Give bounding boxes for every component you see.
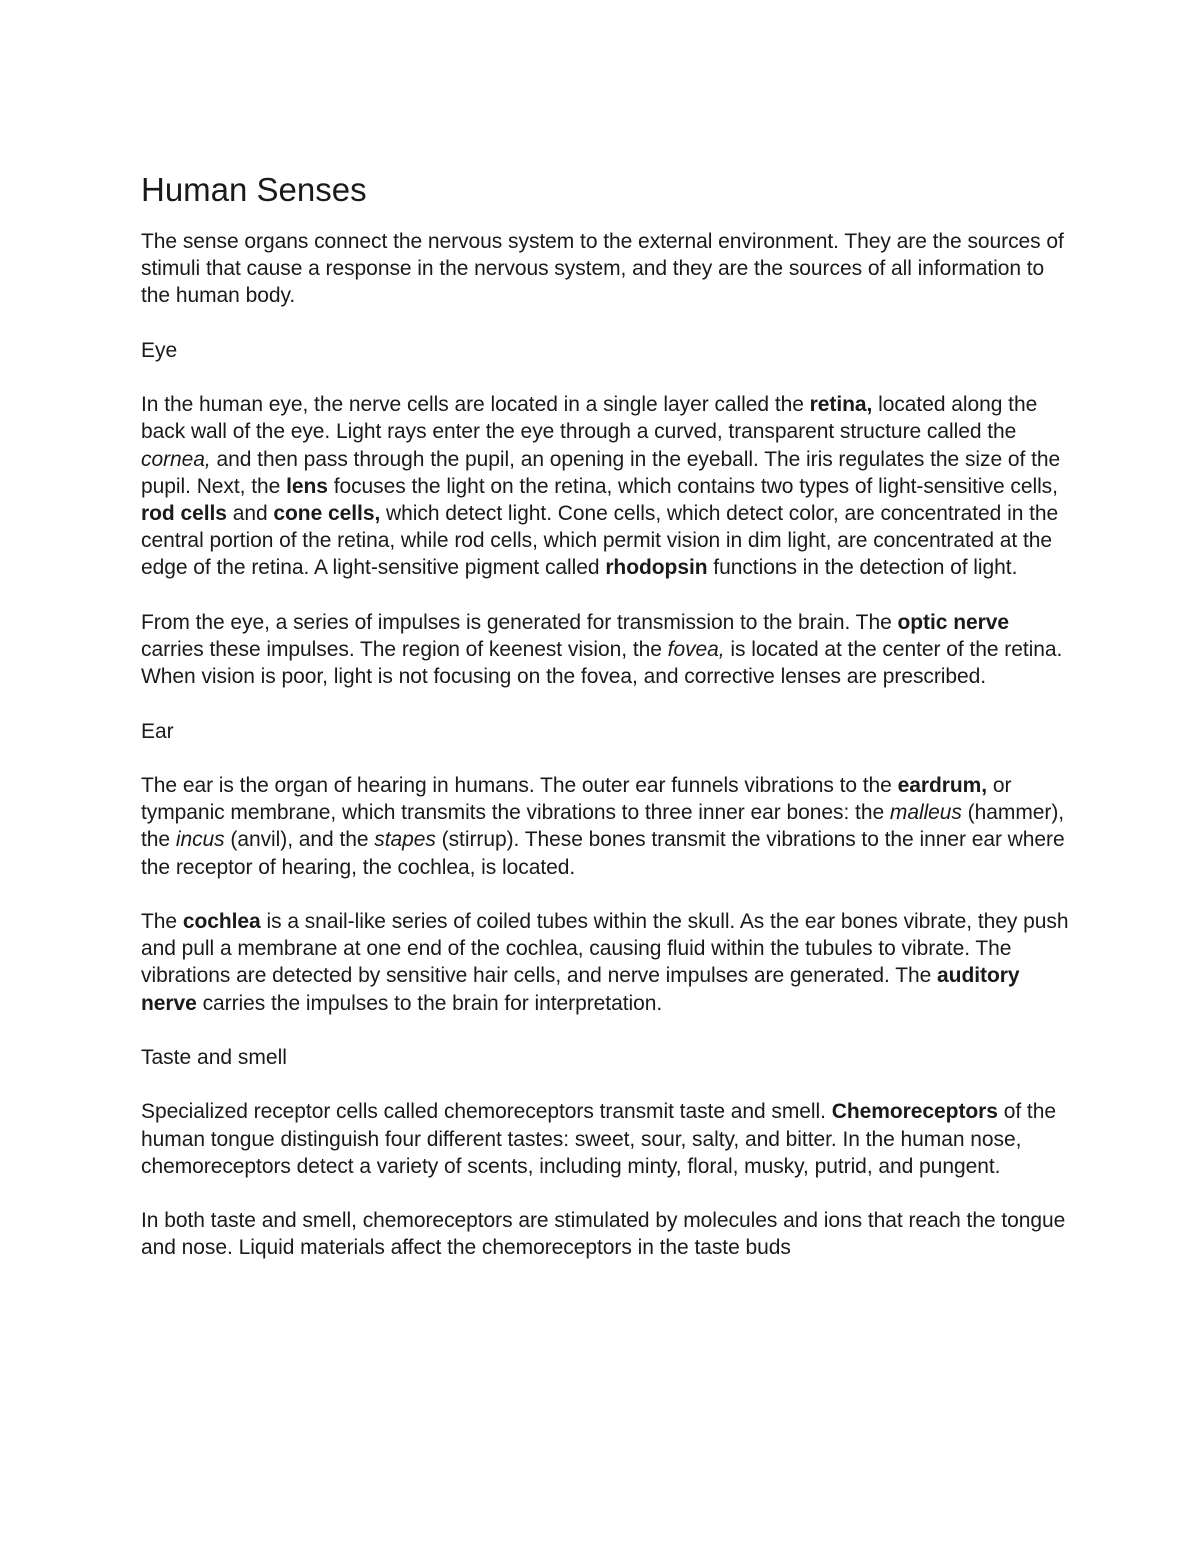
ear-paragraph-2 bbox=[141, 908, 1076, 1017]
bold-term: lens bbox=[286, 474, 328, 498]
italic-term: incus bbox=[175, 828, 225, 852]
bold-term: rhodopsin bbox=[605, 556, 708, 580]
section-heading-eye: Eye bbox=[141, 338, 178, 362]
text-run: is located at the center of the retina. When vision is poor, light is not focusing on the fovea, and corrective lenses are prescribed. bbox=[141, 638, 1063, 689]
text-run: (hammer), the bbox=[141, 801, 1065, 852]
text-run: functions in the detection of light. bbox=[707, 556, 1018, 580]
text-run: In both taste and smell, chemoreceptors are stimulated by molecules and ions that reach the tongue and nose. Liquid materials affect the chemoreceptors in the taste buds bbox=[141, 1209, 1066, 1260]
text-run: From the eye, a series of impulses is generated for transmission to the brain. The bbox=[141, 610, 898, 634]
ear-paragraph-1 bbox=[141, 772, 1076, 881]
text-run: (anvil), and the bbox=[224, 828, 375, 852]
bold-term: eardrum, bbox=[897, 773, 988, 797]
text-run: located along the back wall of the eye. Light rays enter the eye through a curved, transparent structure called the bbox=[141, 393, 1038, 444]
taste-smell-paragraph-2 bbox=[141, 1207, 1076, 1261]
section-heading-ear: Ear bbox=[141, 719, 174, 743]
intro-paragraph: The sense organs connect the nervous system to the external environment. They are the sources of stimuli that cause a response in the nervous system, and they are the sources of all information to the human body. bbox=[141, 230, 1064, 308]
bold-term: rod cells bbox=[141, 502, 227, 525]
text-run: carries the impulses to the brain for interpretation. bbox=[196, 991, 663, 1015]
text-run: or tympanic membrane, which transmits the vibrations to three inner ear bones: the bbox=[141, 773, 1012, 825]
text-run: focuses the light on the retina, which contains two types of light-sensitive cells, bbox=[327, 474, 1058, 498]
eye-paragraph-2 bbox=[141, 609, 1076, 691]
text-run: and bbox=[226, 502, 274, 525]
italic-term: cornea, bbox=[141, 447, 211, 471]
bold-term: retina, bbox=[809, 393, 873, 417]
text-run: which detect light. Cone cells, which detect color, are concentrated in the central portion of the retina, while rod cells, which permit vision in dim light, are concentrated at the edge of the retina. A light-sensitive pigment called bbox=[141, 502, 1059, 580]
bold-term: Chemoreceptors bbox=[831, 1100, 998, 1124]
text-run: is a snail-like series of coiled tubes within the skull. As the ear bones vibrate, they push and pull a membrane at one end of the cochlea, causing fluid within the tubules to vibrate. The vibrations are detected by sensitive hair cells, and nerve impulses are generated. The bbox=[141, 909, 1069, 988]
section-heading-taste-smell: Taste and smell bbox=[141, 1045, 287, 1069]
text-run: The ear is the organ of hearing in humans. The outer ear funnels vibrations to the bbox=[141, 773, 898, 797]
text-run: of the human tongue distinguish four different tastes: sweet, sour, salty, and bitter. In the human nose, chemoreceptors detect a variety of scents, including minty, floral, musky, putrid, and pungent. bbox=[141, 1100, 1056, 1178]
text-run: (stirrup). These bones transmit the vibrations to the inner ear where the receptor of hearing, the cochlea, is located. bbox=[141, 828, 1065, 879]
text-run: and then pass through the pupil, an opening in the eyeball. The iris regulates the size of the pupil. Next, the bbox=[141, 447, 1061, 498]
italic-term: fovea, bbox=[667, 638, 725, 661]
bold-term: optic nerve bbox=[897, 610, 1009, 634]
text-run: carries these impulses. The region of keenest vision, the bbox=[141, 638, 668, 661]
document-title: Human Senses bbox=[141, 171, 367, 208]
italic-term: malleus bbox=[889, 801, 962, 825]
document-page bbox=[141, 168, 1076, 1289]
bold-term: cochlea bbox=[182, 909, 261, 933]
bold-term: auditory nerve bbox=[141, 964, 1020, 1015]
eye-paragraph-1 bbox=[141, 391, 1076, 581]
text-run: The bbox=[141, 909, 183, 933]
bold-term: cone cells, bbox=[273, 502, 381, 525]
taste-smell-paragraph-1 bbox=[141, 1098, 1076, 1180]
italic-term: stapes bbox=[374, 828, 436, 852]
text-run: Specialized receptor cells called chemoreceptors transmit taste and smell. bbox=[141, 1100, 832, 1124]
text-run: In the human eye, the nerve cells are located in a single layer called the bbox=[141, 393, 810, 417]
